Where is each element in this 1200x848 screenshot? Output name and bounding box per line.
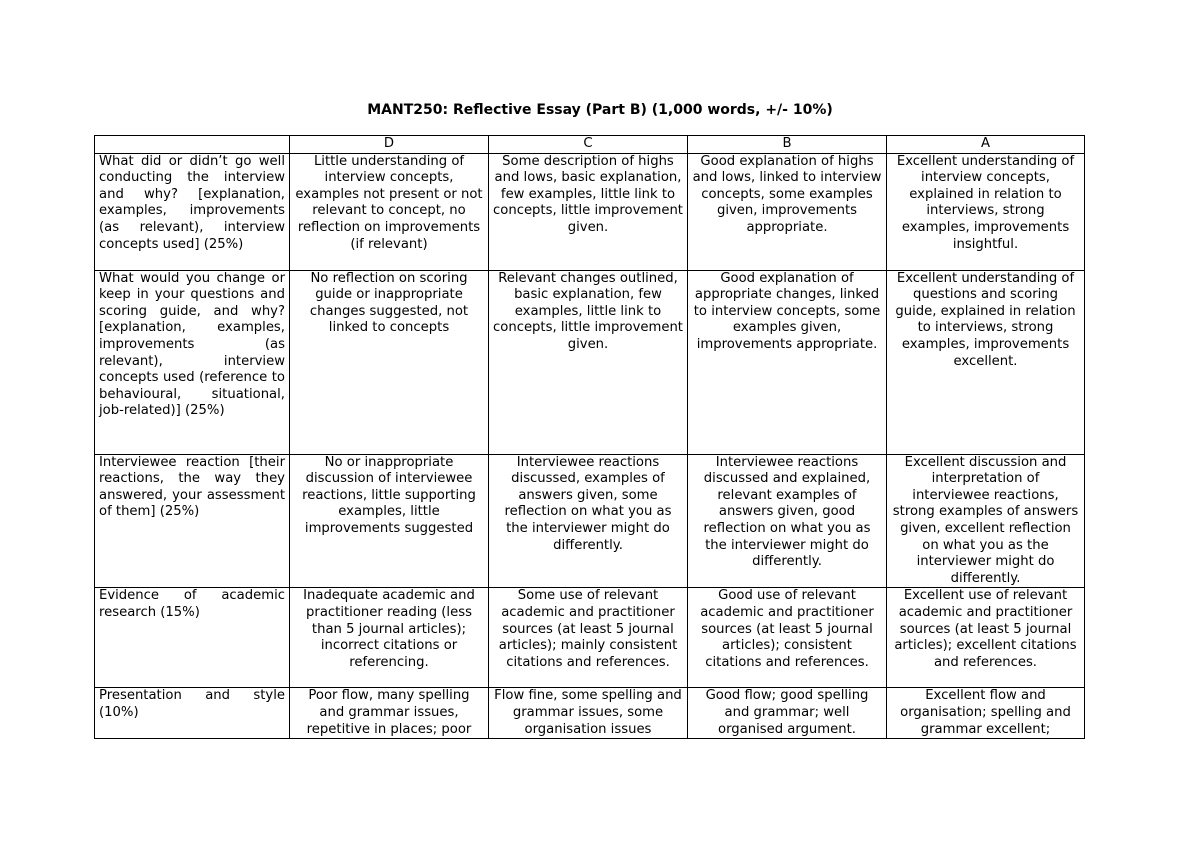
header-grade-d: D	[290, 136, 489, 154]
grade-b-cell: Interviewee reactions discussed and explained, relevant examples of answers given, good reflection on what you as the interviewer might do differently.	[688, 454, 887, 588]
grade-a-cell: Excellent use of relevant academic and practitioner sources (at least 5 journal articles); excellent citations and references.	[887, 588, 1085, 688]
criterion-cell: What did or didn’t go well conducting the interview and why? [explanation, examples, improvements (as relevant), interview concepts used] (25%)	[95, 153, 290, 270]
grade-d-cell: Little understanding of interview concepts, examples not present or not relevant to concept, no reflection on improvements (if relevant)	[290, 153, 489, 270]
header-grade-a: A	[887, 136, 1085, 154]
document-title: MANT250: Reflective Essay (Part B) (1,000 words, +/- 10%)	[367, 102, 833, 118]
grade-a-cell: Excellent flow and organisation; spelling and grammar excellent;	[887, 688, 1085, 739]
rubric-table	[94, 135, 1085, 739]
grade-d-cell: Inadequate academic and practitioner reading (less than 5 journal articles); incorrect citations or referencing.	[290, 588, 489, 688]
grade-c-cell: Relevant changes outlined, basic explanation, few examples, little link to concepts, little improvement given.	[489, 270, 688, 454]
table-row	[95, 153, 1085, 270]
table-row	[95, 588, 1085, 688]
rubric-header-row	[95, 136, 1085, 154]
grade-a-cell: Excellent understanding of interview concepts, explained in relation to interviews, strong examples, improvements insightful.	[887, 153, 1085, 270]
grade-b-cell: Good explanation of highs and lows, linked to interview concepts, some examples given, improvements appropriate.	[688, 153, 887, 270]
grade-b-cell: Good explanation of appropriate changes, linked to interview concepts, some examples given, improvements appropriate.	[688, 270, 887, 454]
criterion-cell: Presentation and style (10%)	[95, 688, 290, 739]
grade-b-cell: Good flow; good spelling and grammar; well organised argument.	[688, 688, 887, 739]
grade-c-cell: Some use of relevant academic and practitioner sources (at least 5 journal articles); mainly consistent citations and references.	[489, 588, 688, 688]
grade-a-cell: Excellent understanding of questions and scoring guide, explained in relation to interviews, strong examples, improvements excellent.	[887, 270, 1085, 454]
table-row	[95, 688, 1085, 739]
header-grade-b: B	[688, 136, 887, 154]
table-row	[95, 454, 1085, 588]
grade-d-cell: Poor flow, many spelling and grammar issues, repetitive in places; poor	[290, 688, 489, 739]
grade-b-cell: Good use of relevant academic and practitioner sources (at least 5 journal articles); consistent citations and references.	[688, 588, 887, 688]
grade-a-cell: Excellent discussion and interpretation of interviewee reactions, strong examples of answers given, excellent reflection on what you as the interviewer might do differently.	[887, 454, 1085, 588]
grade-c-cell: Flow fine, some spelling and grammar issues, some organisation issues	[489, 688, 688, 739]
criterion-cell: Evidence of academic research (15%)	[95, 588, 290, 688]
grade-d-cell: No or inappropriate discussion of interviewee reactions, little supporting examples, little improvements suggested	[290, 454, 489, 588]
grade-d-cell: No reflection on scoring guide or inappropriate changes suggested, not linked to concepts	[290, 270, 489, 454]
grade-c-cell: Some description of highs and lows, basic explanation, few examples, little link to concepts, little improvement given.	[489, 153, 688, 270]
criterion-cell: What would you change or keep in your questions and scoring guide, and why? [explanation, examples, improvements (as relevant), interview concepts used (reference to behavioural, situational, job-related)] (25%)	[95, 270, 290, 454]
table-row	[95, 270, 1085, 454]
header-criterion	[95, 136, 290, 154]
criterion-cell: Interviewee reaction [their reactions, the way they answered, your assessment of them] (25%)	[95, 454, 290, 588]
grade-c-cell: Interviewee reactions discussed, examples of answers given, some reflection on what you as the interviewer might do differently.	[489, 454, 688, 588]
header-grade-c: C	[489, 136, 688, 154]
